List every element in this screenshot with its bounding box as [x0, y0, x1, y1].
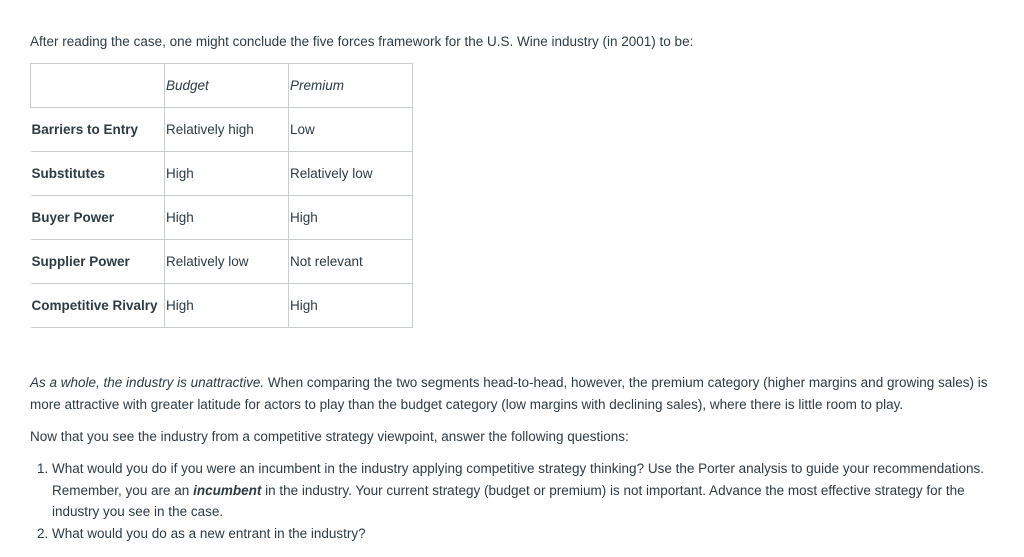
premium-cell: Not relevant [289, 240, 413, 284]
q2-text: What would you do as a new entrant in the industry? [52, 525, 366, 541]
premium-cell: High [289, 284, 413, 328]
budget-cell: High [165, 152, 289, 196]
budget-cell: High [165, 196, 289, 240]
force-label: Barriers to Entry [31, 108, 165, 152]
question-list [30, 458, 1012, 544]
five-forces-table [30, 63, 413, 328]
table-row [31, 152, 413, 196]
q1-text-end: in the industry. Your current strategy (budget or premium) is not important. Advance the most effective strategy for the industry you see in the case. [52, 482, 965, 519]
premium-cell: Relatively low [289, 152, 413, 196]
budget-cell: High [165, 284, 289, 328]
intro-text: After reading the case, one might conclude the five forces framework for the U.S. Wine industry (in 2001) to be: [30, 34, 694, 49]
table-row [31, 240, 413, 284]
table-row [31, 196, 413, 240]
question-item [52, 523, 1012, 545]
budget-cell: Relatively low [165, 240, 289, 284]
header-premium: Premium [289, 64, 413, 108]
table-row [31, 284, 413, 328]
premium-cell: High [289, 196, 413, 240]
force-label: Buyer Power [31, 196, 165, 240]
force-label: Substitutes [31, 152, 165, 196]
summary-italic-lead: As a whole, the industry is unattractive. [30, 375, 265, 390]
table-header-row [31, 64, 413, 108]
q1-text-start: What would you do if you were an incumbent in the industry applying competitive strategy thinking? Use the Porter analysis to guide your recommendations. Remember, you are an [52, 461, 984, 498]
question-item [52, 458, 1012, 523]
q1-emphasis: incumbent [193, 482, 262, 498]
questions-intro: Now that you see the industry from a competitive strategy viewpoint, answer the following questions: [30, 429, 629, 444]
summary-rest: When comparing the two segments head-to-head, however, the premium category (higher margins and growing sales) is more attractive with greater latitude for actors to play than the budget category (low margins with declining sales), where there is little room to play. [30, 375, 988, 412]
budget-cell: Relatively high [165, 108, 289, 152]
premium-cell: Low [289, 108, 413, 152]
header-budget: Budget [165, 64, 289, 108]
summary-paragraph [30, 372, 1015, 416]
force-label: Competitive Rivalry [31, 284, 165, 328]
table-row [31, 108, 413, 152]
header-corner [31, 64, 165, 108]
force-label: Supplier Power [31, 240, 165, 284]
